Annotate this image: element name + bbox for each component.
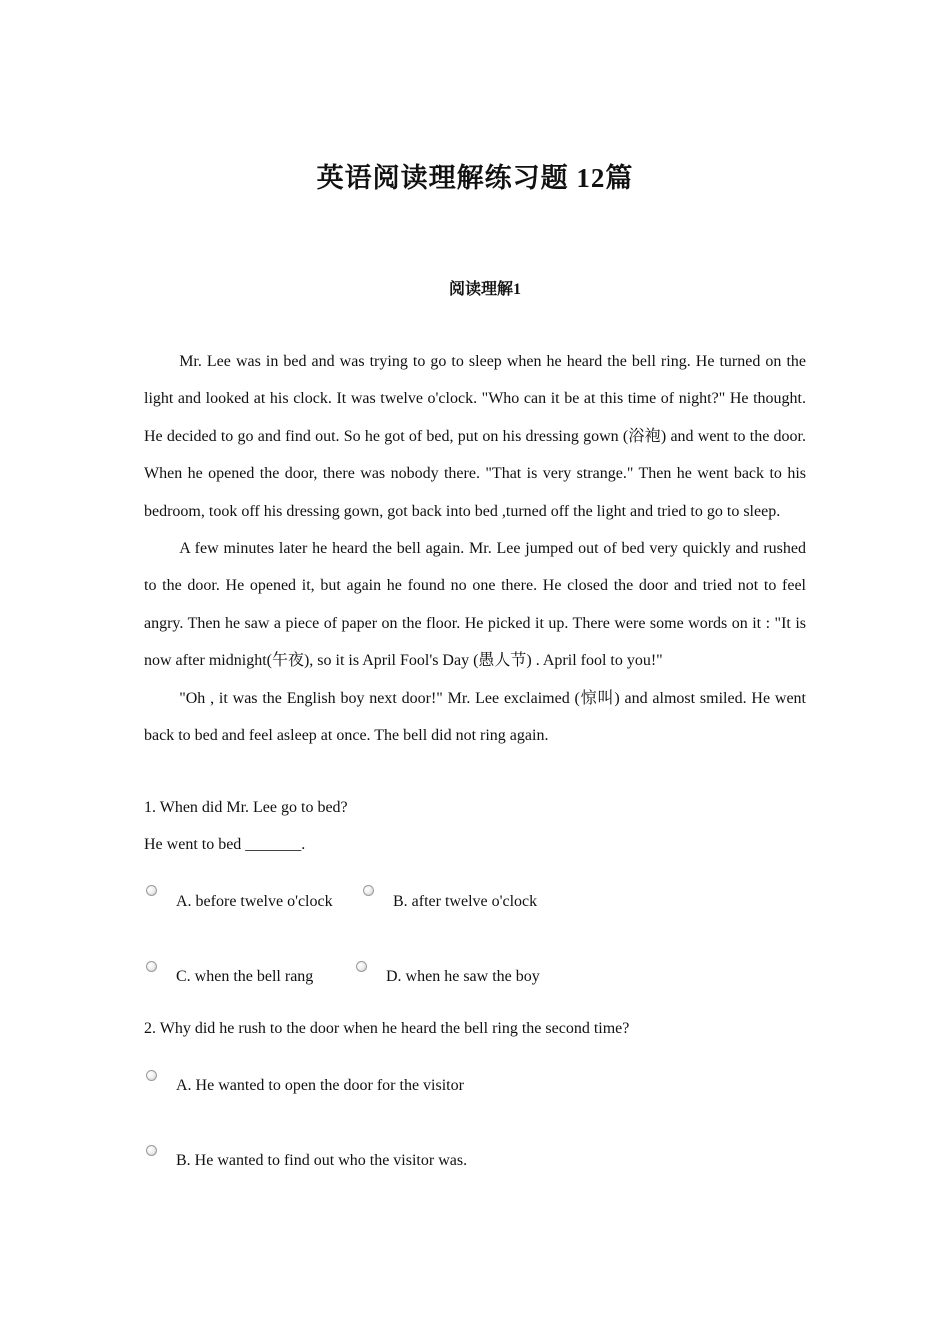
paragraph: A few minutes later he heard the bell again. Mr. Lee jumped out of bed very quickly and rushed to the door. He opened it, but again he found no one there. He closed the door and tried not to feel angry. Then he saw a piece of paper on the floor. He picked it up. There were some words on it : "It is now after midnight(午夜), so it is April Fool's Day (愚人节) . April fool to you!" [144,540,806,670]
radio-button-icon[interactable] [146,1070,157,1081]
question-2-text: 2. Why did he rush to the door when he heard the bell ring the second time? [144,1020,630,1037]
section-title: 阅读理解1 [448,281,521,298]
page-title: 英语阅读理解练习题 12篇 [316,163,634,193]
paragraph: Mr. Lee was in bed and was trying to go to sleep when he heard the bell ring. He turned on the light and looked at his clock. It was twelve o'clock. "Who can it be at this time of night?" He thought. He decided to go and find out. So he got of bed, put on his dressing gown (浴袍) and went to the door. When he opened the door, there was nobody there. "That is very strange." Then he went back to his bedroom, took off his dressing gown, got back into bed ,turned off the light and tried to go to sleep. [144,353,806,520]
radio-button-icon[interactable] [146,885,157,896]
option-label: D. when he saw the boy [386,968,540,985]
option-label: A. before twelve o'clock [176,893,333,910]
option-label: B. after twelve o'clock [393,893,538,910]
paragraph: "Oh , it was the English boy next door!" Mr. Lee exclaimed (惊叫) and almost smiled. He went back to bed and feel asleep at once. The bell did not ring again. [144,689,806,745]
radio-button-icon[interactable] [146,961,157,972]
option-label: B. He wanted to find out who the visitor was. [176,1152,468,1169]
question-1-stem: He went to bed _______. [144,836,306,853]
radio-button-icon[interactable] [146,1145,157,1156]
option-label: A. He wanted to open the door for the visitor [176,1077,464,1094]
question-1-text: 1. When did Mr. Lee go to bed? [144,799,348,816]
option-label: C. when the bell rang [176,968,314,985]
radio-button-icon[interactable] [363,885,374,896]
radio-button-icon[interactable] [356,961,367,972]
passage [144,343,806,754]
